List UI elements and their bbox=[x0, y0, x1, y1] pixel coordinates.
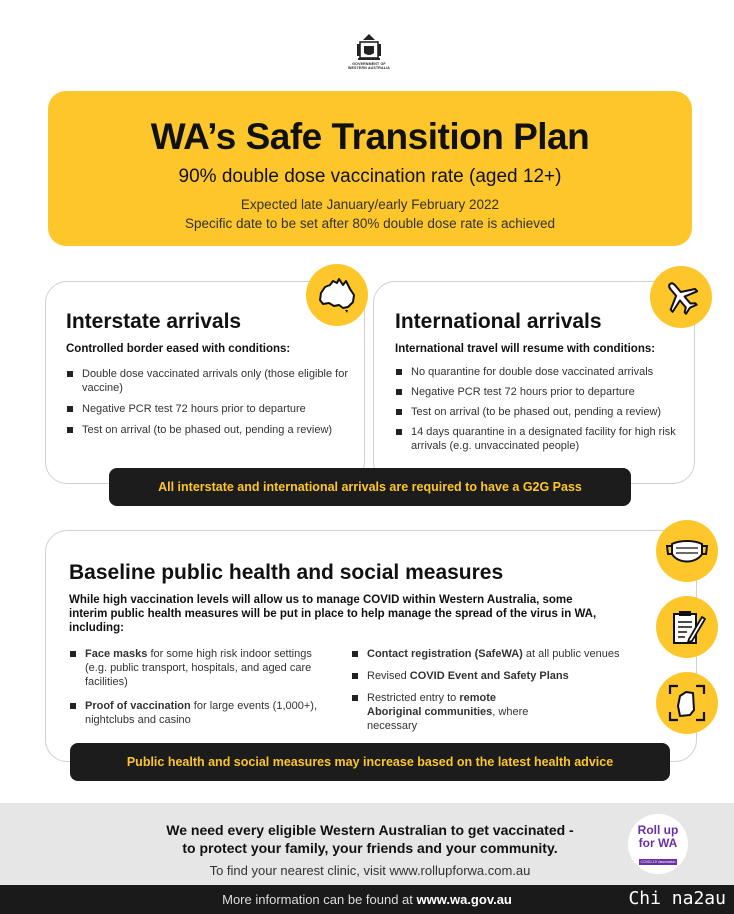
list-item bbox=[351, 669, 651, 683]
rollup-line2: for WA bbox=[638, 836, 678, 850]
list-item bbox=[69, 699, 319, 727]
international-title: International arrivals bbox=[395, 310, 602, 333]
item-text: at all public venues bbox=[522, 648, 620, 660]
item-bold: remote Aboriginal communities bbox=[367, 692, 497, 718]
clipboard-badge bbox=[656, 596, 718, 658]
baseline-left-list bbox=[69, 647, 319, 734]
interstate-title: Interstate arrivals bbox=[66, 310, 242, 333]
more-info-text bbox=[0, 885, 734, 914]
list-item: Test on arrival (to be phased out, pending a review) bbox=[66, 423, 358, 437]
rollup-line1: Roll up bbox=[637, 823, 679, 837]
item-text: for large events (1,000+), nightclubs and casino bbox=[85, 700, 318, 726]
international-lead: International travel will resume with conditions: bbox=[395, 343, 656, 355]
item-bold: Contact registration (SafeWA) bbox=[367, 648, 523, 660]
list-item: Double dose vaccinated arrivals only (those eligible for vaccine) bbox=[66, 367, 358, 395]
footer-headline-line1: We need every eligible Western Australian to get vaccinated - bbox=[166, 822, 574, 838]
government-crest bbox=[343, 32, 395, 78]
item-text: , where necessary bbox=[367, 706, 529, 732]
clinic-link-text[interactable]: To find your nearest clinic, visit www.rollupforwa.com.au bbox=[209, 863, 531, 878]
hero-subtitle: 90% double dose vaccination rate (aged 12+) bbox=[178, 166, 562, 187]
list-item bbox=[351, 647, 651, 661]
list-item bbox=[69, 647, 319, 689]
airplane-icon bbox=[661, 277, 701, 317]
info-footer bbox=[0, 885, 734, 914]
face-mask-icon bbox=[666, 534, 708, 568]
page-title: WA’s Safe Transition Plan bbox=[150, 116, 590, 157]
baseline-title: Baseline public health and social measures bbox=[69, 561, 504, 584]
baseline-measures-card bbox=[45, 530, 697, 762]
australia-map-badge bbox=[306, 264, 368, 326]
australia-map-icon bbox=[315, 275, 359, 315]
wa-map-icon bbox=[666, 682, 708, 724]
wa-map-badge bbox=[656, 672, 718, 734]
item-bold: Face masks bbox=[85, 648, 148, 660]
item-bold: COVID Event and Safety Plans bbox=[409, 670, 569, 682]
item-text: Restricted entry to bbox=[367, 692, 460, 704]
hero-note-line2: Specific date to be set after 80% double dose rate is achieved bbox=[185, 216, 555, 231]
measures-banner: Public health and social measures may increase based on the latest health advice bbox=[70, 743, 670, 781]
list-item: Test on arrival (to be phased out, pending a review) bbox=[395, 405, 687, 419]
wa-gov-link[interactable]: www.wa.gov.au bbox=[416, 892, 512, 907]
baseline-right-list bbox=[351, 647, 651, 740]
international-card bbox=[373, 281, 695, 484]
international-list bbox=[395, 365, 687, 459]
airplane-badge bbox=[650, 266, 712, 328]
item-text: for some high risk indoor settings (e.g. public transport, hospitals, and aged care facilities) bbox=[85, 648, 312, 688]
vaccination-footer bbox=[0, 803, 734, 885]
list-item: 14 days quarantine in a designated facility for high risk arrivals (e.g. unvaccinated people) bbox=[395, 425, 687, 453]
list-item: No quarantine for double dose vaccinated arrivals bbox=[395, 365, 687, 379]
g2g-pass-banner: All interstate and international arrivals are required to have a G2G Pass bbox=[109, 468, 631, 506]
rollup-tag: COVID-19 Vaccination bbox=[640, 860, 676, 864]
hero-note-line1: Expected late January/early February 2022 bbox=[240, 197, 500, 212]
watermark: Chi na2au bbox=[628, 888, 726, 909]
interstate-list bbox=[66, 367, 358, 444]
hero-banner bbox=[48, 91, 692, 246]
interstate-lead: Controlled border eased with conditions: bbox=[66, 343, 291, 355]
baseline-intro: While high vaccination levels will allow us to manage COVID within Western Australia, some interim public health measures will be put in place to help manage the spread of the virus in WA, including: bbox=[69, 594, 597, 634]
list-item bbox=[351, 691, 551, 733]
crest-text-line2: WESTERN AUSTRALIA bbox=[348, 66, 390, 70]
item-text: Revised bbox=[367, 670, 410, 682]
crest-icon bbox=[354, 32, 384, 62]
list-item: Negative PCR test 72 hours prior to departure bbox=[395, 385, 687, 399]
list-item: Negative PCR test 72 hours prior to departure bbox=[66, 402, 358, 416]
more-info-prefix: More information can be found at bbox=[222, 892, 417, 907]
face-mask-badge bbox=[656, 520, 718, 582]
item-bold: Proof of vaccination bbox=[85, 700, 191, 712]
rollup-logo bbox=[628, 814, 688, 874]
clipboard-pen-icon bbox=[667, 607, 707, 647]
crest-text-line1: GOVERNMENT OF bbox=[352, 62, 386, 66]
footer-headline-line2: to protect your family, your friends and your community. bbox=[182, 840, 558, 856]
